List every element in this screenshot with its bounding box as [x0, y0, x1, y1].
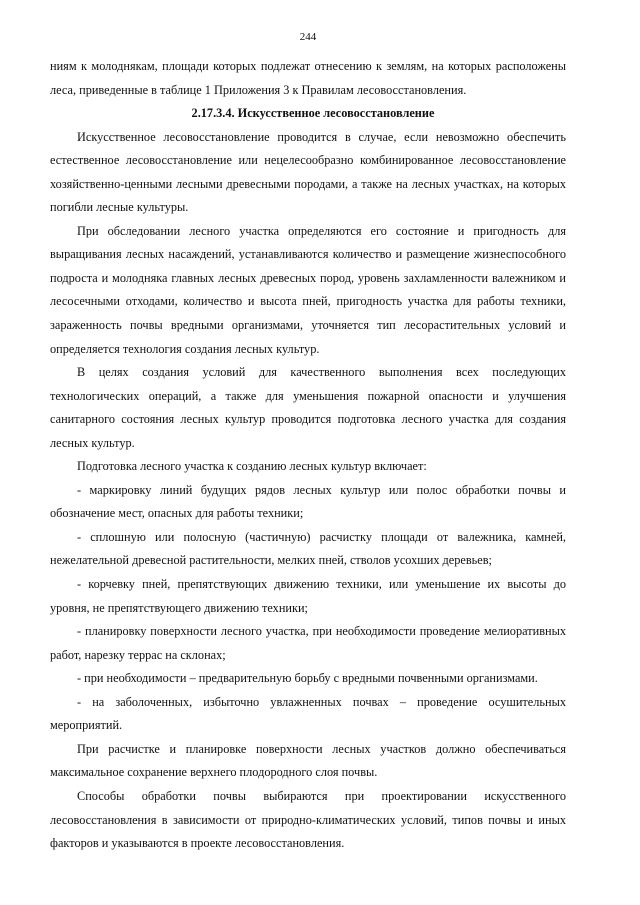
- page-number: 244: [299, 31, 317, 43]
- list-item-pest-control: - при необходимости – предварительную борьбу с вредными почвенными организмами.: [77, 671, 538, 686]
- intro-paragraph: ниям к молоднякам, площади которых подлежат отнесению к землям, на которых расположены леса, приведенные в таблице 1 Приложения 3 к Правилам лесовосстановления.: [50, 59, 566, 97]
- list-item-drainage: - на заболоченных, избыточно увлажненных почвах – проведение осушительных мероприятий.: [50, 694, 566, 733]
- list-item-clearing: - сплошную или полосную (частичную) расчистку площади от валежника, камней, нежелательной древесной растительности, мелких пней, стволов усохших деревьев;: [50, 529, 566, 568]
- paragraph-soil-treatment-methods: Способы обработки почвы выбираются при проектировании искусственного лесовосстановления в зависимости от природно-климатических условий, типов почвы и иных факторов и указываются в проекте лесовосстановления.: [50, 788, 566, 851]
- paragraph-site-survey: При обследовании лесного участка определяются его состояние и пригодность для выращивания лесных насаждений, устанавливаются количество и размещение жизнеспособного подроста и молодняка главных лесных древесных пород, уровень захламленности валежником и лесосечными отходами, количество и высота пней, пригодность участка для работы техники, зараженность почвы вредными организмами, уточняется тип лесорастительных условий и определяется технология создания лесных культур.: [50, 223, 566, 356]
- list-item-marking: - маркировку линий будущих рядов лесных культур или полос обработки почвы и обозначение мест, опасных для работы техники;: [50, 482, 566, 521]
- paragraph-site-preparation-purpose: В целях создания условий для качественного выполнения всех последующих технологических операций, а также для уменьшения пожарной опасности и улучшения санитарного состояния лесных культур проводится подготовка лесного участка для создания лесных культур.: [50, 365, 566, 450]
- paragraph-preparation-includes: Подготовка лесного участка к созданию лесных культур включает:: [77, 459, 427, 474]
- paragraph-topsoil-preservation: При расчистке и планировке поверхности лесных участков должно обеспечиваться максимальное сохранение верхнего плодородного слоя почвы.: [50, 741, 566, 780]
- section-heading: 2.17.3.4. Искусственное лесовосстановление: [191, 106, 435, 121]
- list-item-surface-leveling: - планировку поверхности лесного участка, при необходимости проведение мелиоративных работ, нарезку террас на склонах;: [50, 624, 566, 662]
- paragraph-artificial-reforestation: Искусственное лесовосстановление проводится в случае, если невозможно обеспечить естественное лесовосстановление или нецелесообразно комбинированное лесовосстановление хозяйственно-ценными лесными древесными породами, а также на лесных участках, на которых погибли лесные культуры.: [50, 129, 566, 215]
- list-item-stump-removal: - корчевку пней, препятствующих движению техники, или уменьшение их высоты до уровня, не препятствующего движению техники;: [50, 577, 566, 615]
